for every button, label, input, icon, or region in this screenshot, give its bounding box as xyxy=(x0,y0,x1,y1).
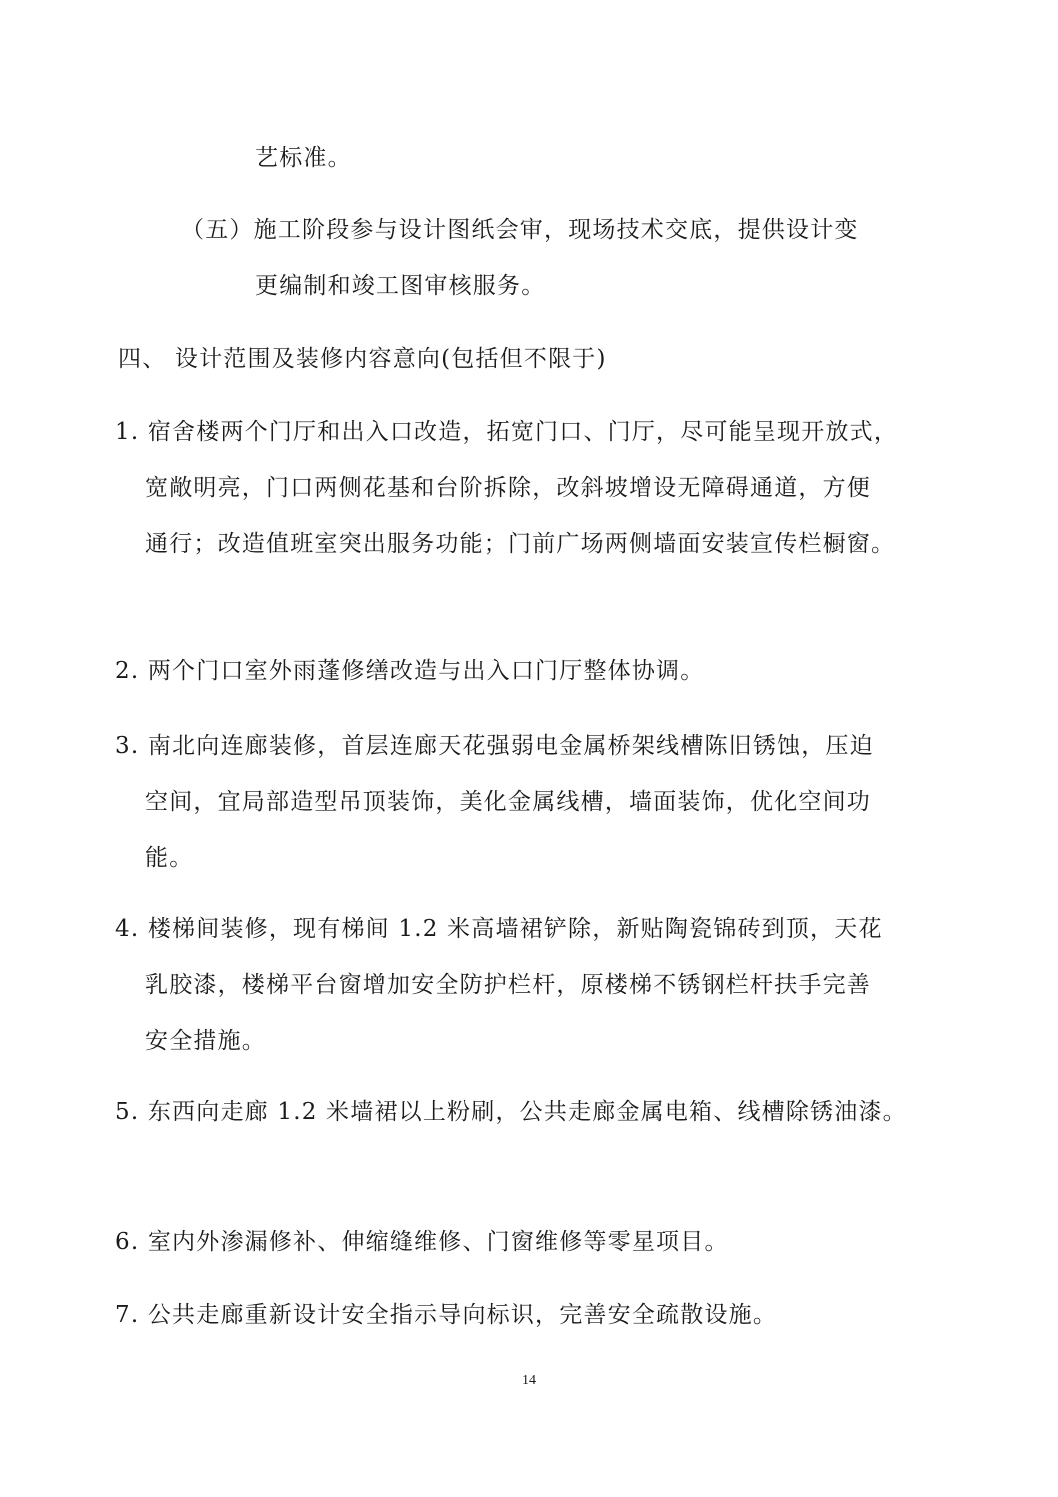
text-line-1: 艺标准。 xyxy=(255,145,352,171)
list-item-4-line-3: 安全措施。 xyxy=(145,1028,266,1054)
list-item-7: 7. 公共走廊重新设计安全指示导向标识，完善安全疏散设施。 xyxy=(115,1302,778,1328)
list-item-3-line-2: 空间，宜局部造型吊顶装饰，美化金属线槽，墙面装饰，优化空间功 xyxy=(145,789,871,815)
text-line-2: （五）施工阶段参与设计图纸会审，现场技术交底，提供设计变 xyxy=(181,217,859,243)
list-item-2: 2. 两个门口室外雨蓬修缮改造与出入口门厅整体协调。 xyxy=(115,658,705,684)
list-item-1-line-1: 1. 宿舍楼两个门厅和出入口改造，拓宽门口、门厅，尽可能呈现开放式， xyxy=(115,419,899,445)
list-item-5: 5. 东西向走廊 1.2 米墙裙以上粉刷，公共走廊金属电箱、线槽除锈油漆。 xyxy=(115,1099,907,1125)
list-item-4-line-1: 4. 楼梯间装修，现有梯间 1.2 米高墙裙铲除，新贴陶瓷锦砖到顶，天花 xyxy=(115,916,883,942)
list-item-3-line-1: 3. 南北向连廊装修，首层连廊天花强弱电金属桥架线槽陈旧锈蚀，压迫 xyxy=(115,733,874,759)
page-number: 14 xyxy=(522,1373,536,1388)
section-heading: 四、 设计范围及装修内容意向(包括但不限于) xyxy=(118,346,607,372)
list-item-4-line-2: 乳胶漆，楼梯平台窗增加安全防护栏杆，原楼梯不锈钢栏杆扶手完善 xyxy=(145,972,871,998)
list-item-1-line-3: 通行；改造值班室突出服务功能；门前广场两侧墙面安装宣传栏橱窗。 xyxy=(145,531,896,557)
list-item-1-line-2: 宽敞明亮，门口两侧花基和台阶拆除，改斜坡增设无障碍通道，方便 xyxy=(145,475,871,501)
text-line-3: 更编制和竣工图审核服务。 xyxy=(255,273,546,299)
list-item-6: 6. 室内外渗漏修补、伸缩缝维修、门窗维修等零星项目。 xyxy=(115,1229,729,1255)
list-item-3-line-3: 能。 xyxy=(145,845,194,871)
